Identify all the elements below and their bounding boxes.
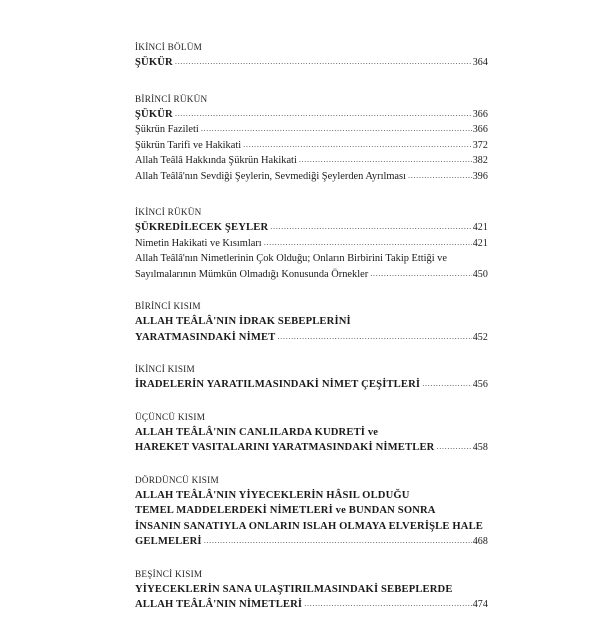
group-spacer [135, 81, 488, 92]
leader-dots [175, 106, 472, 122]
toc-group [135, 473, 488, 550]
toc-entry-wrapped-line: TEMEL MADDELERDEKİ NİMETLERİ ve BUNDAN SONRA [135, 505, 436, 516]
toc-entry-title: Nimetin Hakikati ve Kısımları [135, 237, 262, 249]
toc-entry-title: Sayılmalarının Mümkün Olmadığı Konusunda Örnekler [135, 268, 369, 280]
toc-entry-page-number: 396 [472, 170, 488, 182]
leader-dots [436, 439, 471, 455]
leader-dots [408, 168, 472, 184]
toc-group [135, 299, 488, 345]
toc-group [135, 92, 488, 185]
leader-dots [422, 376, 472, 392]
toc-group-label: BİRİNCİ RÜKÜN [135, 93, 208, 104]
toc-entry-wrapped-line: ALLAH TEÂLÂ'NIN YİYECEKLERİN HÂSIL OLDUĞU [135, 489, 410, 501]
toc-group-label: İKİNCİ KISIM [135, 364, 195, 374]
leader-dots [299, 152, 472, 168]
group-spacer [135, 560, 488, 567]
leader-dots [304, 596, 471, 612]
toc-entry-page-number: 382 [472, 155, 488, 166]
toc-entry-page-number: 458 [472, 442, 488, 453]
toc-entry[interactable] [135, 153, 488, 169]
leader-dots [204, 533, 472, 549]
toc-entry-page-number: 366 [472, 108, 488, 120]
toc-entry[interactable] [135, 122, 488, 138]
toc-entry-page-number: 421 [472, 237, 488, 249]
toc-entry[interactable] [135, 138, 488, 154]
toc-entry-page-number: 421 [472, 222, 488, 233]
toc-entry-title: ŞÜKREDİLECEK ŞEYLER [135, 222, 269, 233]
toc-entry-wrapped-line: İNSANIN SANATIYLA ONLARIN ISLAH OLMAYA ELVERİŞLE HALE [135, 520, 484, 532]
toc-entry-page-number: 372 [472, 139, 488, 151]
toc-entry[interactable] [135, 220, 488, 236]
toc-entry[interactable] [135, 267, 488, 283]
group-spacer [135, 403, 488, 410]
toc-entry-title: GELMELERİ [135, 536, 202, 547]
toc-entry-title: HAREKET VASITALARINI YARATMASINDAKİ NİMETLER [135, 442, 435, 453]
toc-group-label: İKİNCİ BÖLÜM [135, 42, 203, 52]
toc-entry-wrapped-line: ALLAH TEÂLÂ'NIN İDRAK SEBEPLERİNİ [135, 316, 351, 327]
toc-entry[interactable] [135, 440, 488, 456]
group-spacer [135, 292, 488, 299]
toc-entry-title: ŞÜKÜR [135, 108, 173, 120]
toc-group [135, 40, 488, 71]
toc-entry[interactable] [135, 107, 488, 123]
toc-entry-title: Allah Teâlâ Hakkında Şükrün Hakikati [135, 155, 297, 166]
toc-entry-page-number: 364 [472, 57, 488, 68]
toc-group-label: İKİNCİ RÜKÜN [135, 207, 202, 217]
group-spacer [135, 194, 488, 205]
leader-dots [270, 219, 471, 235]
toc-entry-wrapped-line: ALLAH TEÂLÂ'NIN CANLILARDA KUDRETİ ve [135, 426, 379, 438]
toc-entry-wrapped-line: YİYECEKLERİN SANA ULAŞTIRILMASINDAKİ SEBEPLERDE [135, 583, 453, 595]
toc-entry-title: Allah Teâlâ'nın Sevdiği Şeylerin, Sevmediği Şeylerden Ayrılması [135, 170, 406, 182]
toc-entry-page-number: 366 [472, 124, 488, 135]
toc-entry[interactable] [135, 55, 488, 71]
toc-group [135, 410, 488, 456]
toc-entry-title: ALLAH TEÂLÂ'NIN NİMETLERİ [135, 599, 303, 610]
toc-group-label: ÜÇÜNCÜ KISIM [135, 411, 206, 422]
toc-group [135, 362, 488, 393]
toc-entry-page-number: 452 [472, 331, 488, 343]
toc-entry-page-number: 450 [472, 268, 488, 280]
leader-dots [277, 329, 471, 345]
toc-group-label: BEŞİNCİ KISIM [135, 568, 203, 579]
toc-entry-page-number: 474 [472, 599, 488, 610]
toc-group [135, 205, 488, 282]
leader-dots [370, 266, 472, 282]
toc-entry-title: Şükrün Tarifi ve Hakikati [135, 139, 242, 151]
toc-entry-title: ŞÜKÜR [135, 57, 173, 68]
toc-entry[interactable] [135, 377, 488, 393]
toc-entry-page-number: 456 [472, 379, 488, 390]
leader-dots [201, 121, 472, 137]
toc-entry-title: Şükrün Fazileti [135, 124, 199, 135]
toc-entry[interactable] [135, 236, 488, 252]
leader-dots [243, 137, 472, 153]
leader-dots [175, 54, 472, 70]
toc-entry-page-number: 468 [472, 536, 488, 547]
toc-entry[interactable] [135, 330, 488, 346]
toc-entry-title: İRADELERİN YARATILMASINDAKİ NİMET ÇEŞİTLERİ [135, 379, 421, 390]
toc-group-label: DÖRDÜNCÜ KISIM [135, 474, 219, 485]
toc-entry[interactable] [135, 534, 488, 550]
toc-group-label: BİRİNCİ KISIM [135, 301, 201, 311]
toc-entry[interactable] [135, 169, 488, 185]
leader-dots [264, 235, 472, 251]
group-spacer [135, 355, 488, 362]
toc-entry-title: YARATMASINDAKİ NİMET [135, 331, 276, 343]
group-spacer [135, 466, 488, 473]
toc-entry-wrapped-line: Allah Teâlâ'nın Nimetlerinin Çok Olduğu; Onların Birbirini Takip Ettiği ve [135, 253, 447, 264]
toc-entry[interactable] [135, 597, 488, 613]
group-spacer [135, 623, 488, 630]
toc-group [135, 567, 488, 613]
